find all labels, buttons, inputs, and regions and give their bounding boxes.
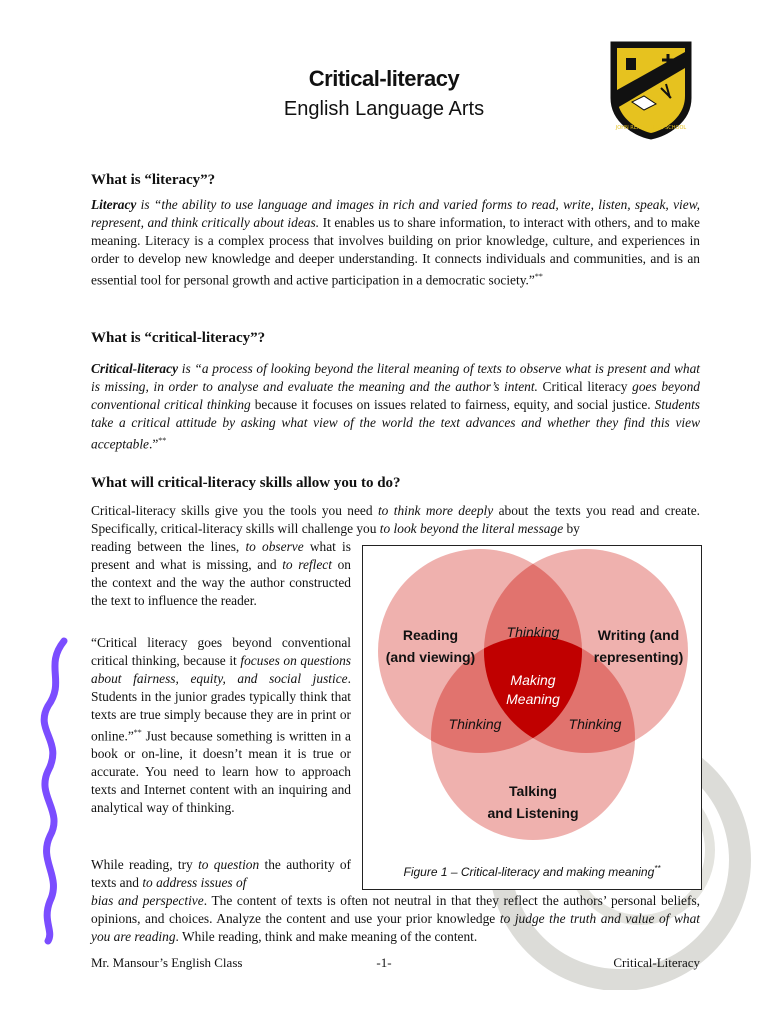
skills-paragraph-4: While reading, try to question the authority of texts and to address issues of	[91, 857, 352, 890]
skills-paragraph-5: bias and perspective. The content of texts is often not neutral in that they reflect the authors’ personal beliefs, opinions, and choices. Analyze the content and use your prior knowledge to judge the truth and value of what you are reading. While reading, think and make meaning of the content.	[91, 893, 701, 944]
figure-caption: Figure 1 – Critical-literacy and making meaning**	[403, 864, 661, 879]
squiggle-decoration	[34, 636, 74, 946]
heading-skills: What will critical-literacy skills allow you to do?	[91, 475, 401, 491]
label-thinking-right: Thinking	[568, 716, 622, 732]
label-writing: Writing (and representing)	[593, 627, 684, 665]
footer-left: Mr. Mansour’s English Class	[91, 955, 243, 970]
page-subtitle: English Language Arts	[283, 98, 485, 120]
heading-what-is-critical-literacy: What is “critical-literacy”?	[91, 330, 266, 346]
label-talking: Talking and Listening	[487, 783, 579, 821]
heading-what-is-literacy: What is “literacy”?	[91, 172, 216, 188]
footer-page-number: -1-	[376, 955, 392, 970]
page-title: Critical-literacy	[308, 66, 460, 91]
label-making-meaning: Making Meaning	[506, 672, 560, 707]
label-reading: Reading (and viewing)	[385, 627, 476, 665]
literacy-paragraph: Literacy is “the ability to use language and images in rich and varied forms to read, write, listen, speak, view, represent, and think critically about ideas. It enables us to share information, to interact with others, and to make meaning. Literacy is a complex process that involves building on prior knowledge, culture, and experiences in order to develop new knowledge and deeper understanding. It connects individuals and communities, and is an essential tool for personal growth and active participation in a democratic society.”**	[91, 197, 700, 288]
venn-figure	[362, 545, 702, 890]
crest-text: JOHN RENNIE HIGH SCHOOL	[615, 125, 687, 131]
label-thinking-left: Thinking	[448, 716, 502, 732]
skills-paragraph-1: Critical-literacy skills give you the tools you need to think more deeply about the texts you read and create. Specifically, critical-literacy skills will challenge you to look beyond the literal message by	[91, 503, 700, 536]
school-crest-logo	[606, 38, 696, 140]
skills-paragraph-3: “Critical literacy goes beyond conventional critical thinking, because it focuses on questions about fairness, equity, and social justice. Students in the junior grades typically think that texts are true simply because they are in print or online.”** Just because something is written in a book or on-line, it doesn’t mean it is true or accurate. You need to learn how to approach texts and Internet content with an inquiring and analytical way of thinking.	[91, 635, 351, 816]
critical-literacy-paragraph: Critical-literacy is “a process of looking beyond the literal meaning of texts to observe what is present and what is missing, in order to analyse and evaluate the meaning and the author’s intent. Critical literacy goes beyond conventional critical thinking because it focuses on issues related to fairness, equity, and social justice. Students take a critical attitude by asking what view of the world the text advances and whether they find this view acceptable.”**	[91, 361, 701, 452]
skills-paragraph-2: reading between the lines, to observe what is present and what is missing, and to reflect on the context and the way the author constructed the text to influence the reader.	[91, 539, 351, 608]
footer-right: Critical-Literacy	[613, 955, 700, 970]
label-thinking-top: Thinking	[506, 624, 560, 640]
